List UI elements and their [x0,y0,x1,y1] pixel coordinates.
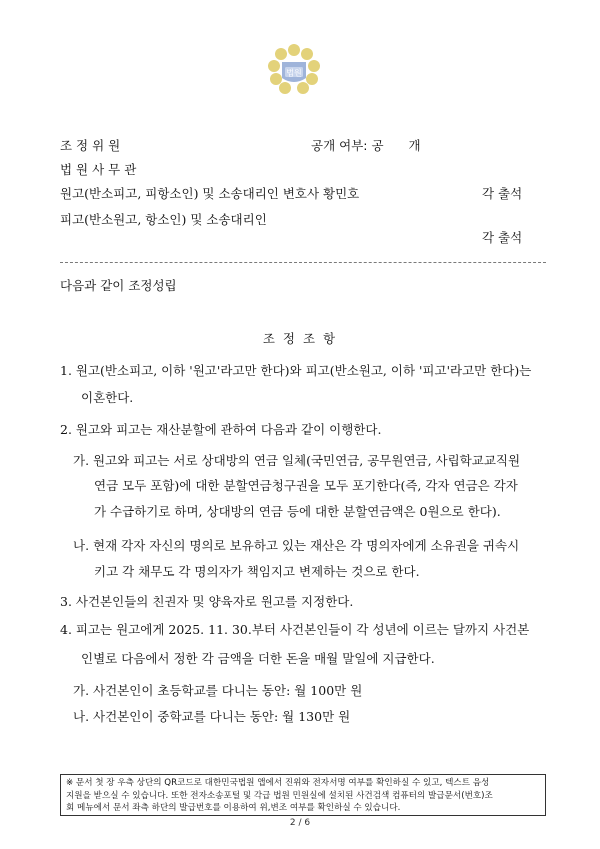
clause-1-line-1: 1. 원고(반소피고, 이하 '원고'라고만 한다)와 피고(반소원고, 이하 '피고'라고만 한다)는 [60,363,532,378]
mediator-label: 조 정 위 원 [60,138,121,153]
notice-line-1: ※ 문서 첫 장 우측 상단의 QR코드로 대한민국법원 앱에서 진위와 전자서명 여부를 확인하실 수 있고, 텍스트 음성 [66,778,490,788]
clause-2a-line-3: 가 수급하기로 하며, 상대방의 연금 등에 대한 분할연금액은 0원으로 한다). [94,504,501,519]
clause-2-line-1: 2. 원고와 피고는 재산분할에 관하여 다음과 같이 이행한다. [60,422,382,437]
section-title: 조 정 조 항 [262,331,338,346]
page-number: 2 / 6 [289,818,311,828]
clause-2a-line-1: 가. 원고와 피고는 서로 상대방의 연금 일체(국민연금, 공무원연금, 사립학교교직원 [73,453,521,468]
clause-4-line-1: 4. 피고는 원고에게 2025. 11. 30.부터 사건본인들이 각 성년에 이르는 달까지 사건본 [60,622,530,637]
defendant-status: 각 출석 [482,230,523,245]
clause-4b-line-1: 나. 사건본인이 중학교를 다니는 동안: 월 130만 원 [73,709,351,724]
clause-3-line-1: 3. 사건본인들의 친권자 및 양육자로 원고를 지정한다. [60,594,354,609]
clause-2b-line-1: 나. 현재 각자 자신의 명의로 보유하고 있는 재산은 각 명의자에게 소유권을 귀속시 [73,538,520,553]
defendant-attendance: 피고(반소원고, 항소인) 및 소송대리인 [60,212,267,227]
mediation-outcome: 다음과 같이 조정성립 [60,278,177,293]
clause-2a-line-2: 연금 모두 포함)에 대한 분할연금청구권을 모두 포기한다(즉, 각자 연금은 각자 [94,478,518,493]
court-emblem-icon [266,42,322,98]
disclosure-status: 공개 여부: 공 개 [311,138,421,153]
clause-1-line-2: 이혼한다. [81,390,134,405]
clerk-label: 법 원 사 무 관 [60,162,137,177]
notice-line-2: 지원을 받으실 수 있습니다. 또한 전자소송포털 및 각급 법원 민원실에 설치된 사건검색 컴퓨터의 발급문서(번호)조 [66,790,493,801]
clause-4a-line-1: 가. 사건본인이 초등학교를 다니는 동안: 월 100만 원 [73,683,363,698]
plaintiff-attendance: 원고(반소피고, 피항소인) 및 소송대리인 변호사 황민호 [60,186,360,201]
verification-notice [60,774,546,816]
section-divider [60,262,546,263]
clause-4-line-2: 인별로 다음에서 정한 각 금액을 더한 돈을 매월 말일에 지급한다. [81,651,435,666]
clause-2b-line-2: 키고 각 채무도 각 명의자가 책임지고 변제하는 것으로 한다. [94,564,420,579]
notice-line-3: 회 메뉴에서 문서 좌측 하단의 발급번호를 이용하여 위,변조 여부를 확인하실 수 있습니다. [66,803,401,813]
plaintiff-status: 각 출석 [482,186,523,201]
seal-text: 법원 [286,68,302,78]
